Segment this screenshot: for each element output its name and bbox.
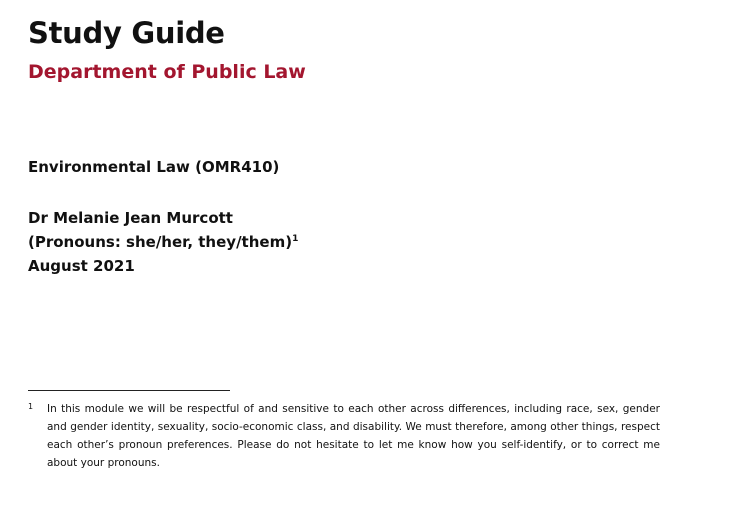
author-pronouns: (Pronouns: she/her, they/them): [28, 233, 293, 251]
page-title: Study Guide: [28, 16, 225, 50]
footnote-separator: [28, 390, 230, 391]
footnote-text: In this module we will be respectful of and sensitive to each other across differences, including race, sex, gender and gender identity, sexuality, socio-economic class, and disability. We must therefore, among other things, respect each other’s pronoun preferences. Please do not hesitate to let me know how you self-identify, or to correct me about your pronouns.: [47, 403, 660, 469]
author-name: Dr Melanie Jean Murcott: [28, 209, 233, 227]
footnote-reference[interactable]: 1: [292, 234, 299, 244]
author-block: [28, 206, 298, 278]
footnote-number: 1: [28, 402, 34, 411]
course-title: Environmental Law (OMR410): [28, 158, 280, 176]
footnote: [28, 400, 660, 472]
department-subtitle: Department of Public Law: [28, 61, 306, 83]
author-pronouns-line: [28, 230, 298, 254]
document-date: August 2021: [28, 257, 135, 275]
